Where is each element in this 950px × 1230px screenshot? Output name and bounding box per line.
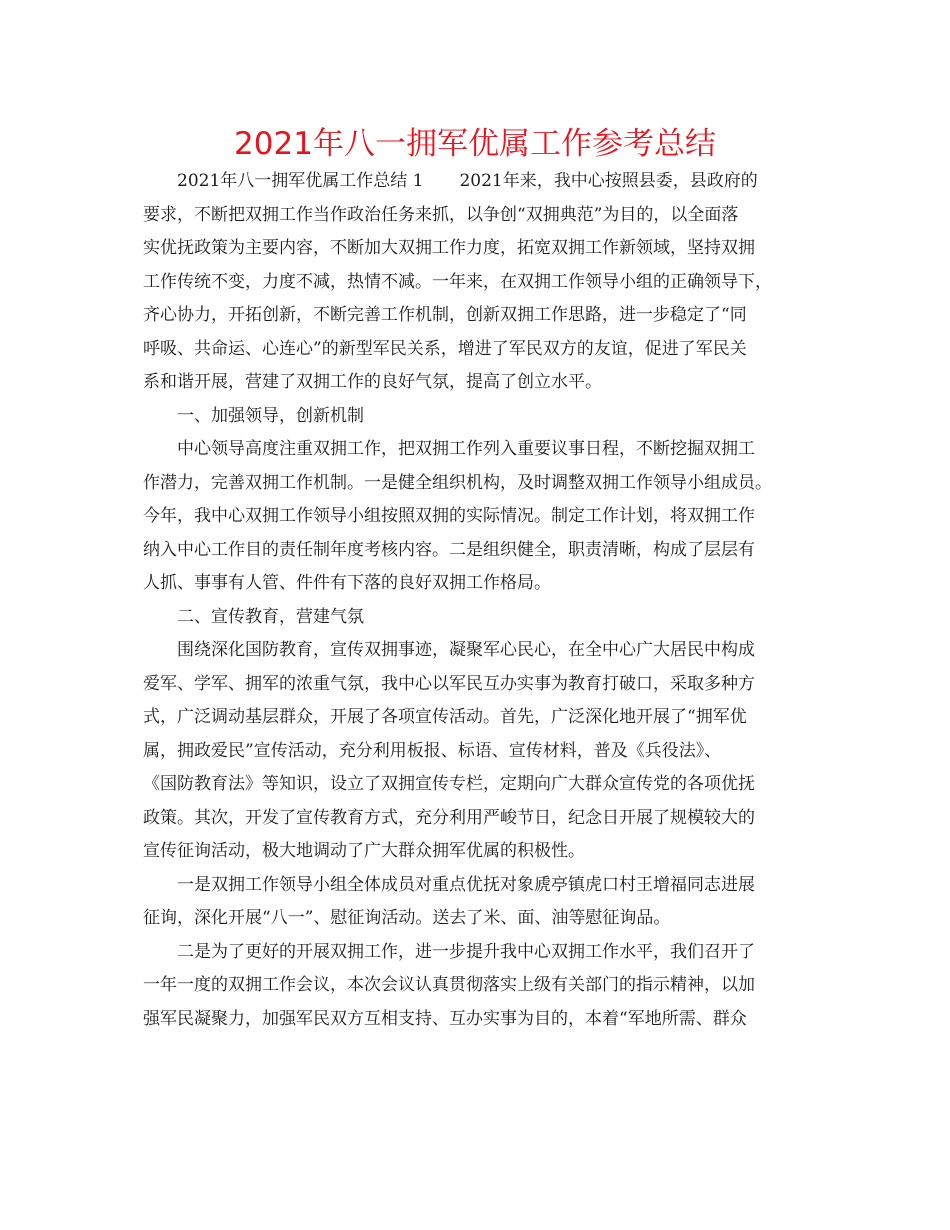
- text-line-content: 二是为了更好的开展双拥工作，进一步提升我中心双拥工作水平，我们召开了: [177, 941, 755, 962]
- text-line: [143, 668, 813, 702]
- text-line-content: 一是双拥工作领导小组全体成员对重点优抚对象虒亭镇虎口村王增福同志进展: [177, 874, 755, 895]
- text-line-content: 今年，我中心双拥工作领导小组按照双拥的实际情况。制定工作计划，将双拥工作: [143, 506, 755, 526]
- text-line-content: 宣传征询活动，极大地调动了广大群众拥军优属的积极性。: [143, 841, 585, 861]
- text-line: [143, 400, 813, 434]
- text-line-content: 政策。其次，开发了宣传教育方式，充分利用严峻节日，纪念日开展了规模较大的: [143, 807, 755, 828]
- text-line: [143, 199, 813, 233]
- text-line-content: 实优抚政策为主要内容，不断加大双拥工作力度，拓宽双拥工作新领域，坚持双拥: [143, 238, 755, 258]
- text-line: [143, 902, 813, 936]
- text-line-content: 属，拥政爱民”宣传活动，充分利用板报、标语、宣传材料，普及《兵役法》、: [143, 740, 722, 761]
- text-line: [143, 936, 813, 970]
- text-line: [143, 232, 813, 266]
- text-line-content: 围绕深化国防教育，宣传双拥事迹，凝聚军心民心，在全中心广大居民中构成: [177, 640, 755, 660]
- text-line-content: 爱军、学军、拥军的浓重气氛，我中心以军民互办实事为教育打破口，采取多种方: [143, 673, 755, 694]
- text-line-content: 系和谐开展，营建了双拥工作的良好气氛，提高了创立水平。: [143, 372, 602, 392]
- text-line: [143, 266, 813, 300]
- text-line: [143, 299, 813, 333]
- text-line-content: 二、宣传教育，营建气氛: [177, 606, 364, 627]
- text-line-content: 人抓、事事有人管、件件有下落的良好双拥工作格局。: [143, 573, 551, 593]
- text-line-content: 作潜力，完善双拥工作机制。一是健全组织机构，及时调整双拥工作领导小组成员。: [143, 472, 772, 493]
- document-body: [143, 165, 813, 1036]
- text-line: [143, 701, 813, 735]
- document-title: 2021年八一拥军优属工作参考总结: [234, 126, 716, 162]
- text-line: [143, 165, 813, 199]
- text-line-content: 中心领导高度注重双拥工作，把双拥工作列入重要议事日程，不断挖掘双拥工: [177, 439, 755, 459]
- text-line-content: 齐心协力，开拓创新，不断完善工作机制，创新双拥工作思路，进一步稳定了“同: [143, 305, 747, 325]
- text-line: [143, 735, 813, 769]
- text-line-content: 要求，不断把双拥工作当作政治任务来抓，以争创“双拥典范”为目的，以全面落: [143, 204, 739, 225]
- text-line: [143, 835, 813, 869]
- text-line-content: 2021年八一拥军优属工作总结 1: [177, 171, 424, 191]
- text-line-content: 2021年来，我中心按照县委，县政府的: [459, 171, 758, 191]
- text-line: [143, 802, 813, 836]
- text-line: [143, 869, 813, 903]
- text-line: [143, 601, 813, 635]
- text-line-content: 式，广泛调动基层群众，开展了各项宣传活动。首先，广泛深化地开展了“拥军优: [143, 707, 747, 727]
- text-line: [143, 366, 813, 400]
- text-line-content: 征询，深化开展“八一”、慰征询活动。送去了米、面、油等慰征询品。: [143, 908, 671, 928]
- text-line: [143, 567, 813, 601]
- text-line-content: 一、加强领导，创新机制: [177, 405, 364, 426]
- text-line: [143, 1003, 813, 1037]
- text-line-content: 工作传统不变，力度不减，热情不减。一年来，在双拥工作领导小组的正确领导下，: [143, 271, 772, 292]
- text-line: [143, 433, 813, 467]
- text-line-content: 纳入中心工作目的责任制年度考核内容。二是组织健全，职责清晰，构成了层层有: [143, 539, 755, 560]
- text-line-content: 呼吸、共命运、心连心”的新型军民关系，增进了军民双方的友谊，促进了军民关: [143, 338, 747, 359]
- text-line: [143, 333, 813, 367]
- text-line: [143, 500, 813, 534]
- text-line: [143, 768, 813, 802]
- text-line: [143, 969, 813, 1003]
- text-line-content: 《国防教育法》等知识，设立了双拥宣传专栏，定期向广大群众宣传党的各项优抚: [143, 774, 755, 794]
- text-line: [143, 634, 813, 668]
- text-line: [143, 534, 813, 568]
- text-line: [143, 467, 813, 501]
- text-line-content: 强军民凝聚力，加强军民双方互相支持、互办实事为目的，本着“军地所需、群众: [143, 1008, 747, 1029]
- text-line-content: 一年一度的双拥工作会议，本次会议认真贯彻落实上级有关部门的指示精神，以加: [143, 975, 755, 995]
